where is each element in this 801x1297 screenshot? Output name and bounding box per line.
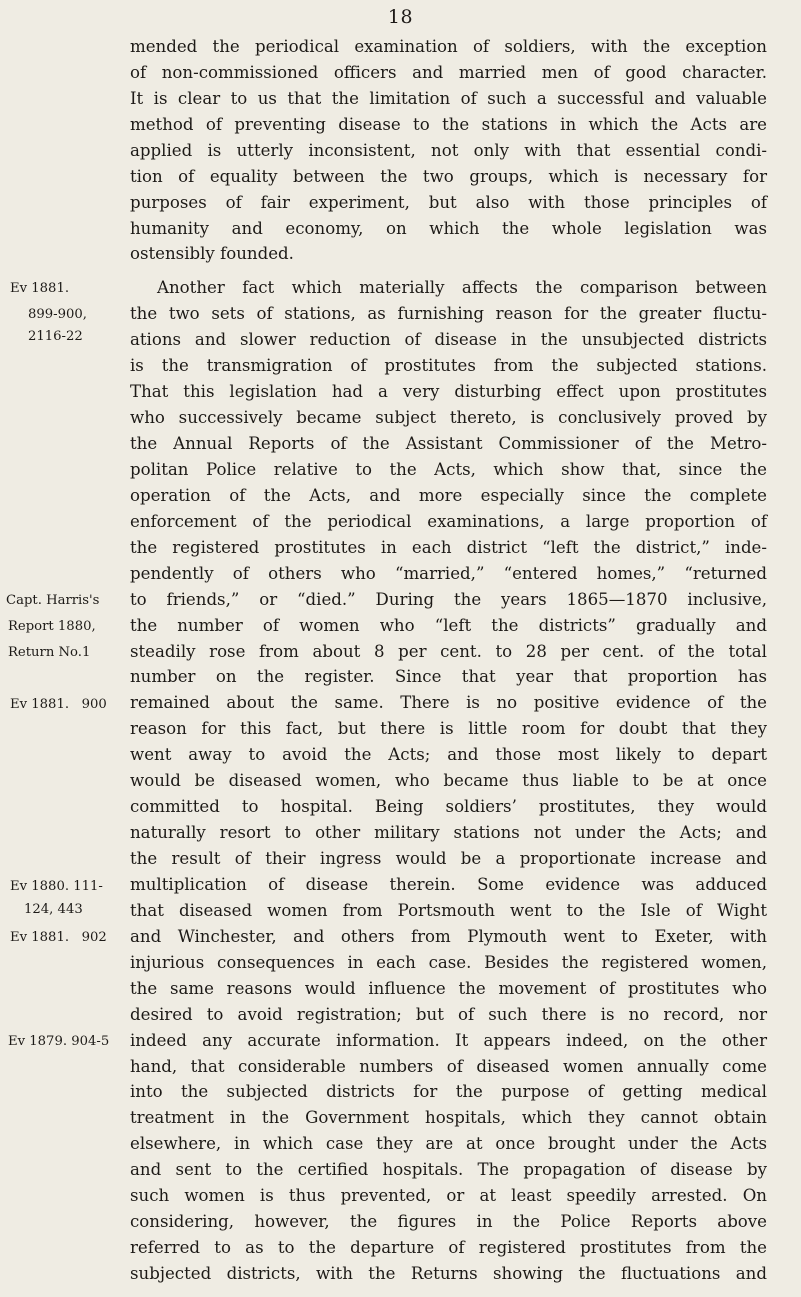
- text-line: that diseased women from Portsmouth went to the Isle of Wight: [130, 901, 767, 920]
- text-line: ostensibly founded.: [130, 244, 294, 263]
- text-line: injurious consequences in each case. Besides the registered women,: [130, 953, 767, 972]
- text-line: purposes of fair experiment, but also with those principles of: [130, 193, 767, 212]
- text-line: multiplication of disease therein. Some evidence was adduced: [130, 875, 767, 894]
- text-line: the Annual Reports of the Assistant Commissioner of the Metro-: [130, 434, 767, 453]
- text-line: It is clear to us that the limitation of such a successful and valuable: [130, 89, 767, 108]
- text-line: operation of the Acts, and more especially since the complete: [130, 486, 767, 505]
- text-line: method of preventing disease to the stations in which the Acts are: [130, 115, 767, 134]
- text-line: the result of their ingress would be a proportionate increase and: [130, 849, 767, 868]
- text-line: to friends,” or “died.” During the years 1865—1870 inclusive,: [130, 590, 767, 609]
- margin-note: Report 1880,: [8, 619, 96, 634]
- text-line: steadily rose from about 8 per cent. to 28 per cent. of the total: [130, 642, 767, 661]
- text-line: hand, that considerable numbers of diseased women annually come: [130, 1057, 767, 1076]
- text-line: the two sets of stations, as furnishing reason for the greater fluctu-: [130, 304, 767, 323]
- text-line: would be diseased women, who became thus liable to be at once: [130, 771, 767, 790]
- text-line: committed to hospital. Being soldiers’ prostitutes, they would: [130, 797, 767, 816]
- text-line: went away to avoid the Acts; and those most likely to depart: [130, 745, 767, 764]
- text-line: That this legislation had a very disturbing effect upon prostitutes: [130, 382, 767, 401]
- margin-note: Ev 1881.: [10, 281, 70, 296]
- margin-note: 2116-22: [28, 329, 83, 344]
- text-line: applied is utterly inconsistent, not only with that essential condi-: [130, 141, 767, 160]
- text-line: Another fact which materially affects the comparison between: [157, 278, 767, 297]
- text-line: who successively became subject thereto, is conclusively proved by: [130, 408, 767, 427]
- text-line: subjected districts, with the Returns showing the fluctuations and: [130, 1264, 767, 1283]
- margin-note: Return No.1: [8, 645, 91, 660]
- margin-note: 124, 443: [24, 902, 83, 917]
- text-line: politan Police relative to the Acts, which show that, since the: [130, 460, 767, 479]
- text-line: is the transmigration of prostitutes from the subjected stations.: [130, 356, 767, 375]
- text-line: indeed any accurate information. It appears indeed, on the other: [130, 1031, 767, 1050]
- text-line: humanity and economy, on which the whole legislation was: [130, 219, 767, 238]
- text-line: pendently of others who “married,” “entered homes,” “returned: [130, 564, 767, 583]
- margin-note: Ev 1881. 902: [10, 930, 107, 945]
- text-line: and Winchester, and others from Plymouth went to Exeter, with: [130, 927, 767, 946]
- margin-note: 899-900,: [28, 307, 87, 322]
- text-line: naturally resort to other military stations not under the Acts; and: [130, 823, 767, 842]
- text-line: treatment in the Government hospitals, which they cannot obtain: [130, 1108, 767, 1127]
- margin-note: Ev 1879. 904-5: [8, 1034, 110, 1049]
- margin-note: Ev 1881. 900: [10, 697, 107, 712]
- text-line: considering, however, the figures in the Police Reports above: [130, 1212, 767, 1231]
- text-line: and sent to the certified hospitals. The propagation of disease by: [130, 1160, 767, 1179]
- text-line: remained about the same. There is no positive evidence of the: [130, 693, 767, 712]
- text-line: enforcement of the periodical examinations, a large proportion of: [130, 512, 767, 531]
- text-line: the registered prostitutes in each district “left the district,” inde-: [130, 538, 767, 557]
- text-line: of non-commissioned officers and married men of good character.: [130, 63, 767, 82]
- text-line: such women is thus prevented, or at least speedily arrested. On: [130, 1186, 767, 1205]
- text-line: desired to avoid registration; but of such there is no record, nor: [130, 1005, 767, 1024]
- text-line: ations and slower reduction of disease in the unsubjected districts: [130, 330, 767, 349]
- text-line: referred to as to the departure of registered prostitutes from the: [130, 1238, 767, 1257]
- text-line: into the subjected districts for the purpose of getting medical: [130, 1082, 767, 1101]
- text-line: tion of equality between the two groups, which is necessary for: [130, 167, 767, 186]
- text-line: reason for this fact, but there is little room for doubt that they: [130, 719, 767, 738]
- text-line: number on the register. Since that year that proportion has: [130, 667, 767, 686]
- margin-note: Ev 1880. 111-: [10, 879, 103, 894]
- margin-note: Capt. Harris's: [6, 593, 100, 608]
- text-line: the same reasons would influence the movement of prostitutes who: [130, 979, 767, 998]
- text-line: the number of women who “left the districts” gradually and: [130, 616, 767, 635]
- text-line: mended the periodical examination of soldiers, with the exception: [130, 37, 767, 56]
- page-number: 18: [387, 6, 414, 28]
- text-line: elsewhere, in which case they are at once brought under the Acts: [130, 1134, 767, 1153]
